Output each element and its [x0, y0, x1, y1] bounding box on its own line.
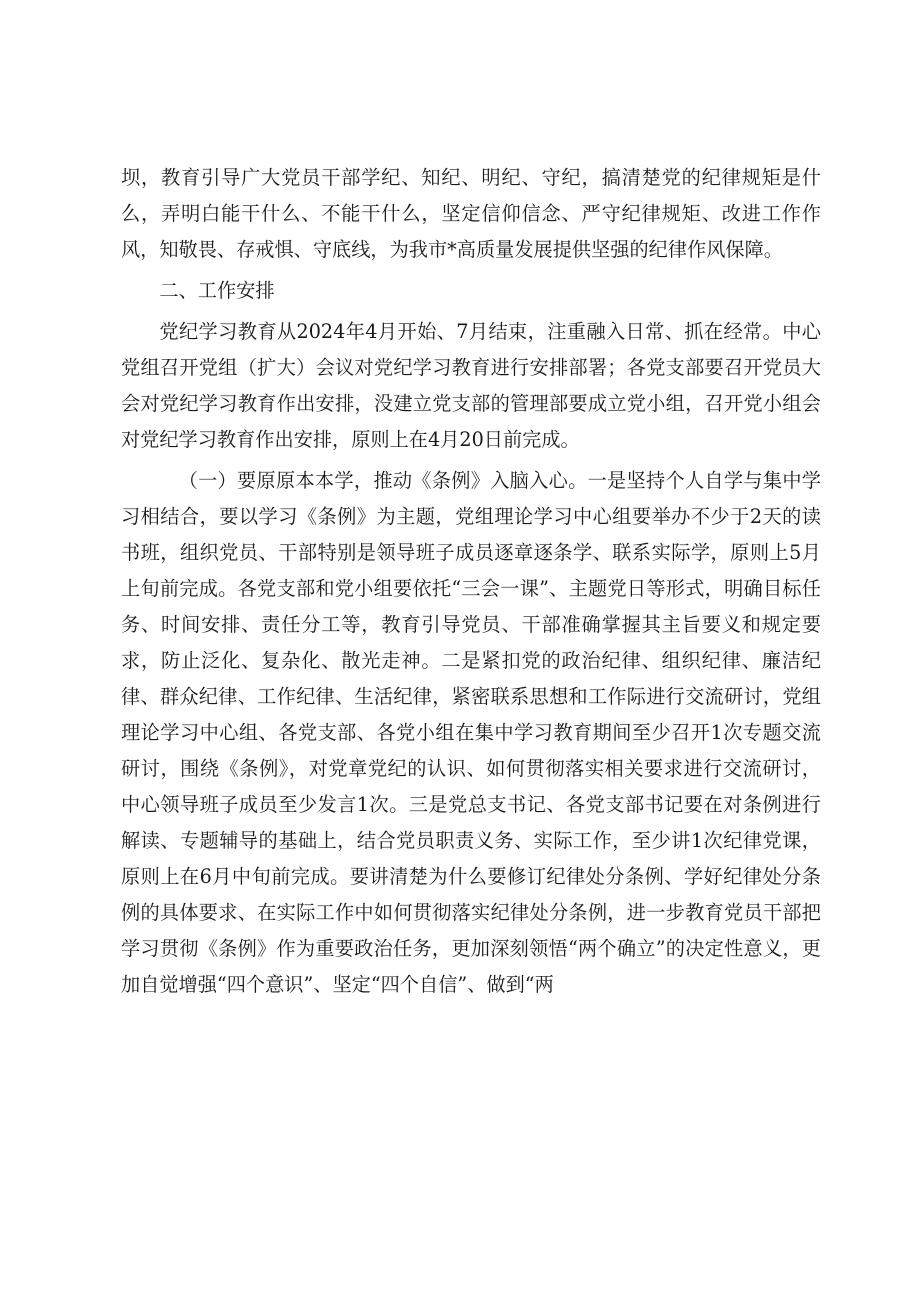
paragraph-continuation: 坝，教育引导广大党员干部学纪、知纪、明纪、守纪，搞清楚党的纪律规矩是什么，弄明白能干什么、不能干什么，坚定信仰信念、严守纪律规矩、改进工作作风，知敬畏、存戒惧、守底线，为我市*高质量发展提供坚强的纪律作风保障。	[121, 166, 821, 261]
paragraph-study-requirements: （一）要原原本本学，推动《条例》入脑入心。一是坚持个人自学与集中学习相结合，要以学习《条例》为主题，党组理论学习中心组要举办不少于2天的读书班，组织党员、干部特别是领导班子成员逐章逐条学、联系实际学，原则上5月上旬前完成。各党支部和党小组要依托“三会一课”、主题党日等形式，明确目标任务、时间安排、责任分工等，教育引导党员、干部准确掌握其主旨要义和规定要求，防止泛化、复杂化、散光走神。二是紧扣党的政治纪律、组织纪律、廉洁纪律、群众纪律、工作纪律、生活纪律，紧密联系思想和工作际进行交流研讨，党组理论学习中心组、各党支部、各党小组在集中学习教育期间至少召开1次专题交流研讨，围绕《条例》，对党章党纪的认识、如何贯彻落实相关要求进行交流研讨，中心领导班子成员至少发言1次。三是党总支书记、各党支部书记要在对条例进行解读、专题辅导的基础上，结合党员职责义务、实际工作，至少讲1次纪律党课，原则上在6月中旬前完成。要讲清楚为什么要修订纪律处分条例、学好纪律处分条例的具体要求、在实际工作中如何贯彻落实纪律处分条例，进一步教育党员干部把学习贯彻《条例》作为重要政治任务，更加深刻领悟“两个确立”的决定性意义，更加自觉增强“四个意识”、坚定“四个自信”、做到“两	[121, 469, 821, 996]
section-heading-work-arrangement: 二、工作安排	[159, 279, 275, 302]
paragraph-schedule: 党纪学习教育从2024年4月开始、7月结束，注重融入日常、抓在经常。中心党组召开党组（扩大）会议对党纪学习教育进行安排部署；各党支部要召开党员大会对党纪学习教育作出安排，没建立党支部的管理部要成立党小组，召开党小组会对党纪学习教育作出安排，原则上在4月20日前完成。	[121, 320, 821, 451]
document-body	[121, 160, 821, 1008]
